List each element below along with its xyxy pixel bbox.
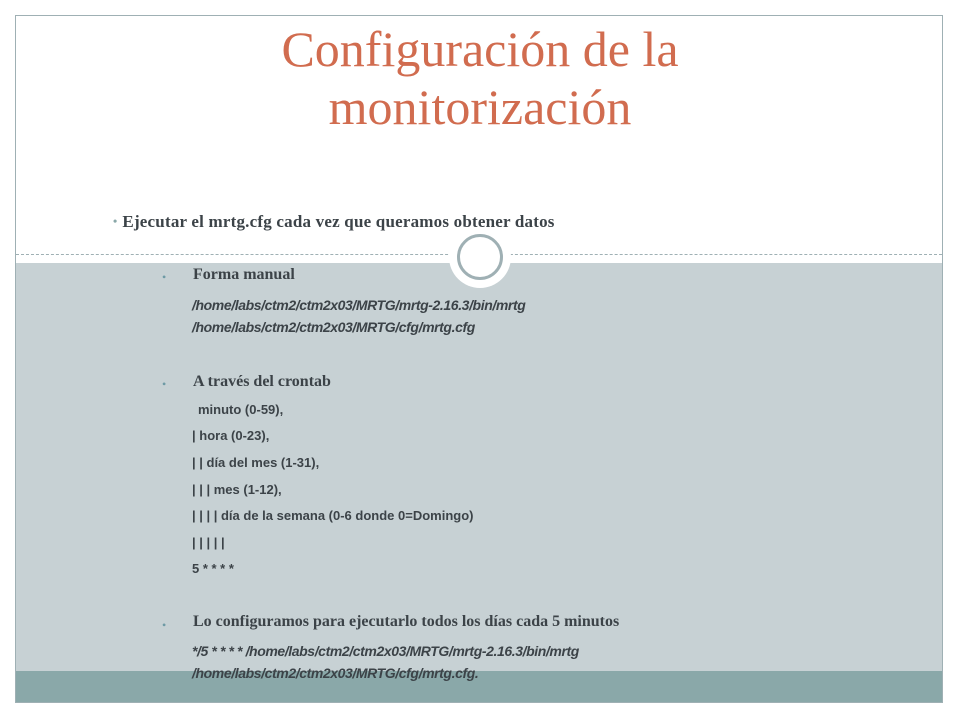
crontab-line: | | | mes (1-12), xyxy=(192,482,282,497)
circle-ring-icon xyxy=(457,234,503,280)
title-line-1: Configuración de la xyxy=(281,21,679,77)
main-bullet xyxy=(113,212,555,232)
crontab-line: | | día del mes (1-31), xyxy=(192,455,320,470)
crontab-line: | | | | | xyxy=(192,535,225,550)
bullet-dot-icon: • xyxy=(162,270,167,284)
auto-heading: Lo configuramos para ejecutarlo todos los días cada 5 minutos xyxy=(193,613,620,630)
crontab-line: | | | | día de la semana (0-6 donde 0=Domingo) xyxy=(192,508,474,523)
auto-command-line-1: */5 * * * * /home/labs/ctm2/ctm2x03/MRTG/mrtg-2.16.3/bin/mrtg xyxy=(192,643,579,659)
title-line-2: monitorización xyxy=(328,79,632,135)
bullet-dot-icon: • xyxy=(162,618,167,632)
main-bullet-text: Ejecutar el mrtg.cfg cada vez que queramos obtener datos xyxy=(122,212,555,231)
manual-command-line-2: /home/labs/ctm2/ctm2x03/MRTG/cfg/mrtg.cfg xyxy=(192,319,475,335)
slide-title xyxy=(100,20,860,136)
manual-command-line-1: /home/labs/ctm2/ctm2x03/MRTG/mrtg-2.16.3/bin/mrtg xyxy=(192,297,526,313)
auto-command-line-2: /home/labs/ctm2/ctm2x03/MRTG/cfg/mrtg.cfg. xyxy=(192,665,479,681)
crontab-heading: A través del crontab xyxy=(193,373,331,390)
crontab-line: minuto (0-59), xyxy=(198,402,284,417)
crontab-line: | hora (0-23), xyxy=(192,428,270,443)
manual-heading: Forma manual xyxy=(193,266,295,283)
bullet-dot-icon: • xyxy=(113,214,118,228)
crontab-line: 5 * * * * xyxy=(192,561,234,576)
bullet-dot-icon: • xyxy=(162,377,167,391)
